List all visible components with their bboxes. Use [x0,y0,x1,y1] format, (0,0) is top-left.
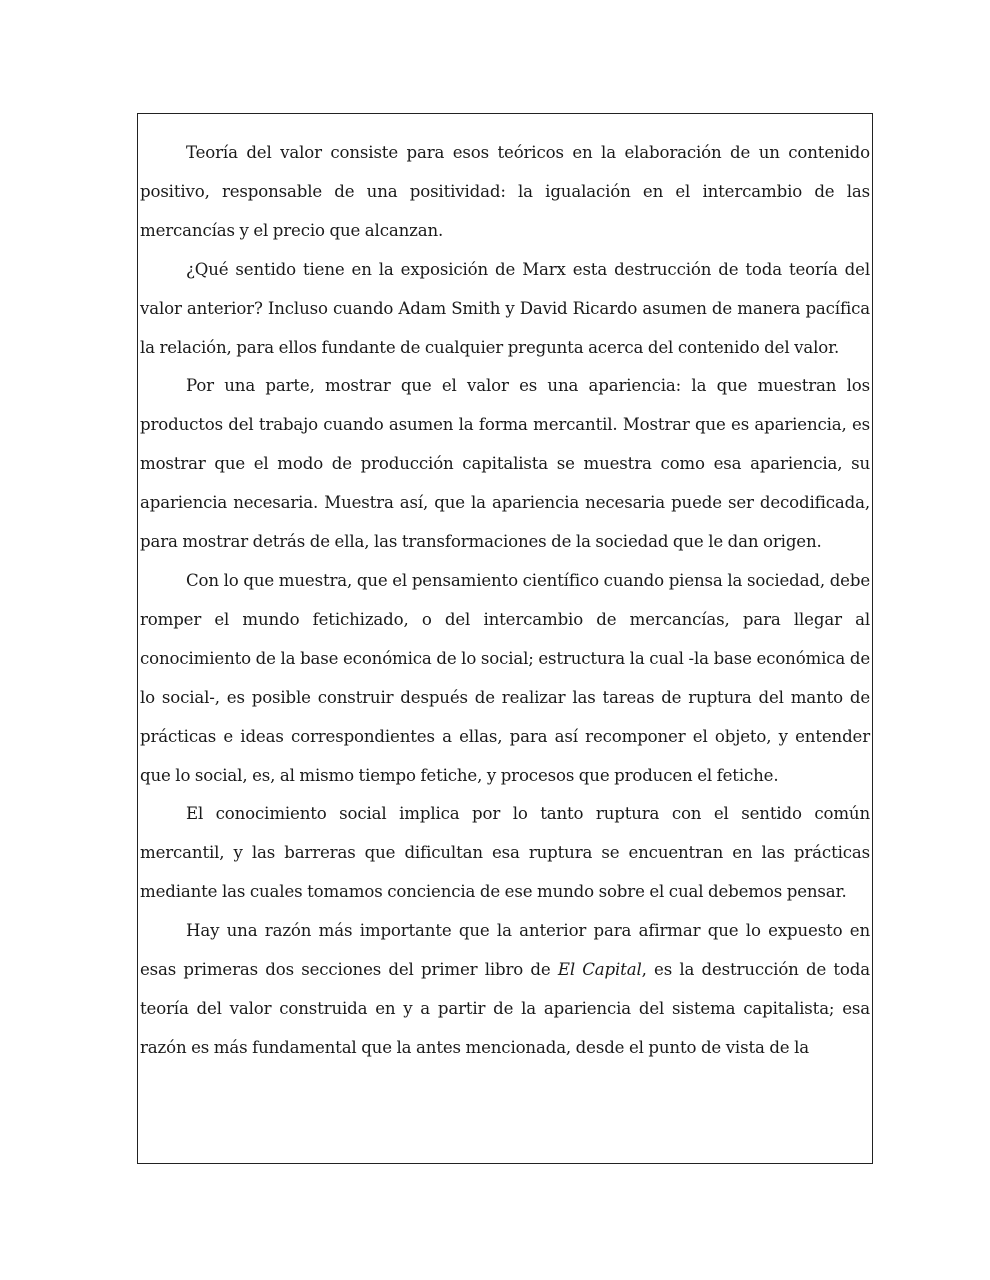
paragraph [140,562,870,795]
page-frame [137,113,873,1164]
paragraph-text: Teoría del valor consiste para esos teóricos en la elaboración de un contenido positivo, responsable de una positividad: la igualación en el intercambio de las mercancías y el precio que alcanzan. [140,143,870,240]
paragraph-text: Hay una razón más importante que la anterior para afirmar que lo expuesto en esas primeras dos secciones del primer libro de [140,921,870,980]
paragraph-text: Por una parte, mostrar que el valor es una apariencia: la que muestran los productos del trabajo cuando asumen la forma mercantil. Mostrar que es apariencia, es mostrar que el modo de producción capitalista se muestra como esa apariencia, su apariencia necesaria. Muestra así, que la apariencia necesaria puede ser decodificada, para mostrar detrás de ella, las transformaciones de la sociedad que le dan origen. [140,376,870,552]
paragraph [140,367,870,562]
paragraph [140,251,870,368]
paragraph-text: El conocimiento social implica por lo tanto ruptura con el sentido común mercantil, y las barreras que dificultan esa ruptura se encuentran en las prácticas mediante las cuales tomamos conciencia de ese mundo sobre el cual debemos pensar. [140,804,870,902]
paragraph-text: , es la destrucción de toda teoría del valor construida en y a partir de la apariencia del sistema capitalista; esa razón es más fundamental que la antes mencionada, desde el punto de vista de la [140,960,870,1057]
paragraph [140,795,870,912]
paragraph-text: ¿Qué sentido tiene en la exposición de Marx esta destrucción de toda teoría del valor anterior? Incluso cuando Adam Smith y David Ricardo asumen de manera pacífica la relación, para ellos fundante de cualquier pregunta acerca del contenido del valor. [140,259,870,357]
document-body [140,134,870,1068]
book-title: El Capital [557,960,642,980]
paragraph [140,134,870,251]
paragraph [140,912,870,1068]
paragraph-text: Con lo que muestra, que el pensamiento científico cuando piensa la sociedad, debe romper el mundo fetichizado, o del intercambio de mercancías, para llegar al conocimiento de la base económica de lo social; estructura la cual -la base económica de lo social-, es posible construir después de realizar las tareas de ruptura del manto de prácticas e ideas correspondientes a ellas, para así recomponer el objeto, y entender que lo social, es, al mismo tiempo fetiche, y procesos que producen el fetiche. [140,570,870,785]
